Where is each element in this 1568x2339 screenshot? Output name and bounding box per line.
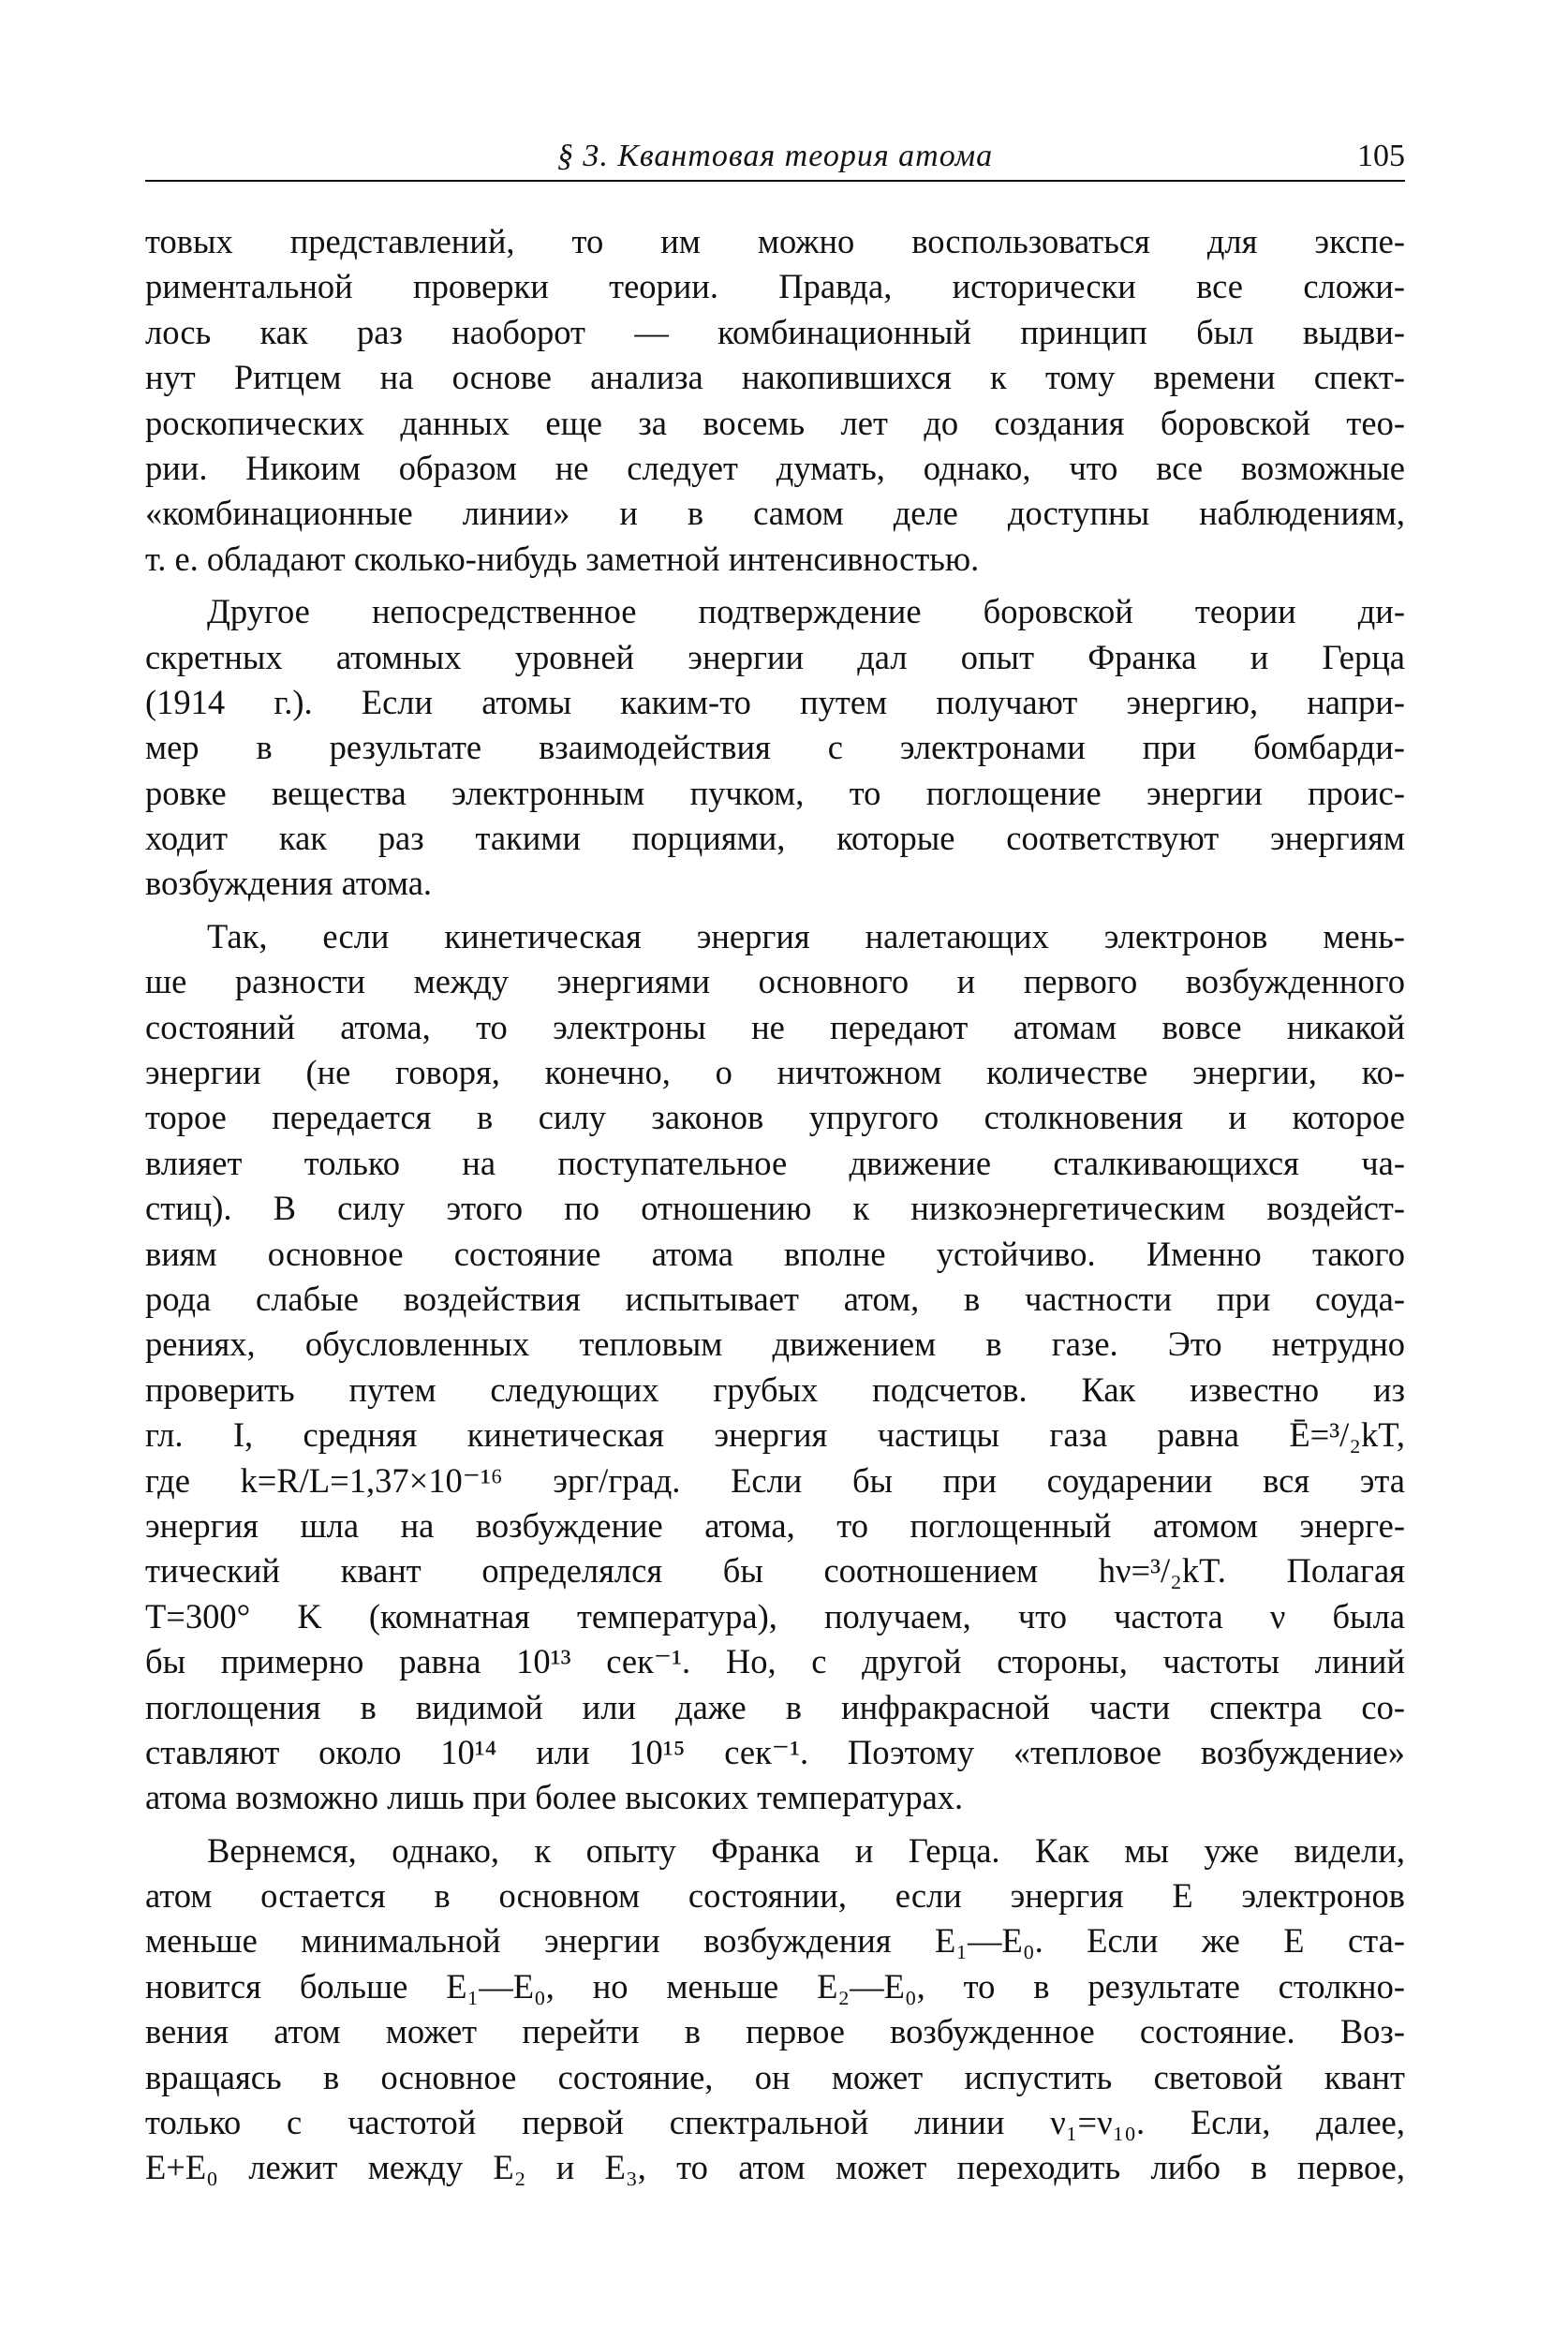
text-line: бы примерно равна 10¹³ сек⁻¹. Но, с другой стороны, частоты линий <box>145 1642 1405 1681</box>
text-line: рода слабые воздействия испытывает атом, в частности при соуда- <box>145 1279 1405 1318</box>
text-line: рии. Никоим образом не следует думать, однако, что все возможные <box>145 448 1405 487</box>
text-line: ставляют около 10¹⁴ или 10¹⁵ сек⁻¹. Поэтому «тепловое возбуждение» <box>145 1732 1405 1771</box>
text-line: риментальной проверки теории. Правда, исторически все сложи- <box>145 267 1405 306</box>
text-line: меньше минимальной энергии возбуждения E₁—E₀. Если же E ста- <box>145 1921 1405 1961</box>
paragraph-4 <box>145 1828 1405 2191</box>
text-line: новится больше E₁—E₀, но меньше E₂—E₀, то в результате столкно- <box>145 1966 1405 2006</box>
text-line: Вернемся, однако, к опыту Франка и Герца. Как мы уже видели, <box>207 1830 1405 1870</box>
text-line: только с частотой первой спектральной линии ν₁=ν₁₀. Если, далее, <box>145 2103 1405 2142</box>
text-line: скретных атомных уровней энергии дал опыт Франка и Герца <box>145 637 1405 676</box>
text-line: проверить путем следующих грубых подсчетов. Как известно из <box>145 1369 1405 1409</box>
paragraph-1 <box>145 219 1405 582</box>
text-line: мер в результате взаимодействия с электронами при бомбарди- <box>145 728 1405 767</box>
text-line: T=300° K (комнатная температура), получаем, что частота ν была <box>145 1596 1405 1636</box>
text-line: виям основное состояние атома вполне устойчиво. Именно такого <box>145 1234 1405 1273</box>
text-line: энергия шла на возбуждение атома, то поглощенный атомом энерге- <box>145 1505 1405 1545</box>
text-line: вения атом может перейти в первое возбужденное состояние. Воз- <box>145 2012 1405 2051</box>
text-line: влияет только на поступательное движение сталкивающихся ча- <box>145 1143 1405 1182</box>
text-line: вращаясь в основное состояние, он может испустить световой квант <box>145 2057 1405 2096</box>
text-line: где k=R/L=1,37×10⁻¹⁶ эрг/град. Если бы при соударении вся эта <box>145 1460 1405 1500</box>
text-line: нут Ритцем на основе анализа накопившихся к тому времени спект- <box>145 358 1405 397</box>
text-line: поглощения в видимой или даже в инфракрасной части спектра со- <box>145 1687 1405 1726</box>
section-title: § 3. Квантовая теория атома <box>556 139 994 173</box>
text-line: (1914 г.). Если атомы каким-то путем получают энергию, напри- <box>145 682 1405 721</box>
text-line: Так, если кинетическая энергия налетающих электронов мень- <box>207 916 1405 955</box>
text-line: товых представлений, то им можно воспользоваться для экспе- <box>145 222 1405 260</box>
text-line: торое передается в силу законов упругого столкновения и которое <box>145 1098 1405 1137</box>
page-number: 105 <box>1357 139 1405 173</box>
text-line: энергии (не говоря, конечно, о ничтожном количестве энергии, ко- <box>145 1053 1405 1092</box>
text-line: ходит как раз такими порциями, которые соответствуют энергиям <box>145 819 1405 858</box>
book-page <box>145 131 1405 2191</box>
text-line: атома возможно лишь при более высоких температурах. <box>145 1778 964 1817</box>
text-line: ше разности между энергиями основного и первого возбужденного <box>145 962 1405 1001</box>
text-line: состояний атома, то электроны не передают атомам вовсе никакой <box>145 1007 1405 1046</box>
text-line: т. е. обладают сколько-нибудь заметной интенсивностью. <box>145 539 980 578</box>
text-line: тический квант определялся бы соотношением hν=³/₂kT. Полагая <box>145 1551 1405 1591</box>
paragraph-3 <box>145 914 1405 1821</box>
text-line: E+E₀ лежит между E₂ и E₃, то атом может переходить либо в первое, <box>145 2148 1405 2187</box>
text-line: роскопических данных еще за восемь лет до создания боровской тео- <box>145 403 1405 442</box>
text-line: рениях, обусловленных тепловым движением в газе. Это нетрудно <box>145 1325 1405 1364</box>
body-text <box>145 219 1405 2191</box>
text-line: возбуждения атома. <box>145 864 433 903</box>
paragraph-2 <box>145 589 1405 907</box>
text-line: атом остается в основном состоянии, если энергия E электронов <box>145 1876 1405 1916</box>
text-line: ровке вещества электронным пучком, то поглощение энергии проис- <box>145 773 1405 812</box>
text-line: стиц). В силу этого по отношению к низкоэнергетическим воздейст- <box>145 1189 1405 1228</box>
text-line: «комбинационные линии» и в самом деле доступны наблюдениям, <box>145 494 1405 533</box>
text-line: гл. I, средняя кинетическая энергия частицы газа равна Ē=³/₂kT, <box>145 1415 1405 1455</box>
text-line: Другое непосредственное подтверждение боровской теории ди- <box>207 592 1405 631</box>
text-line: лось как раз наоборот — комбинационный принцип был выдви- <box>145 312 1405 351</box>
running-header <box>145 131 1405 182</box>
